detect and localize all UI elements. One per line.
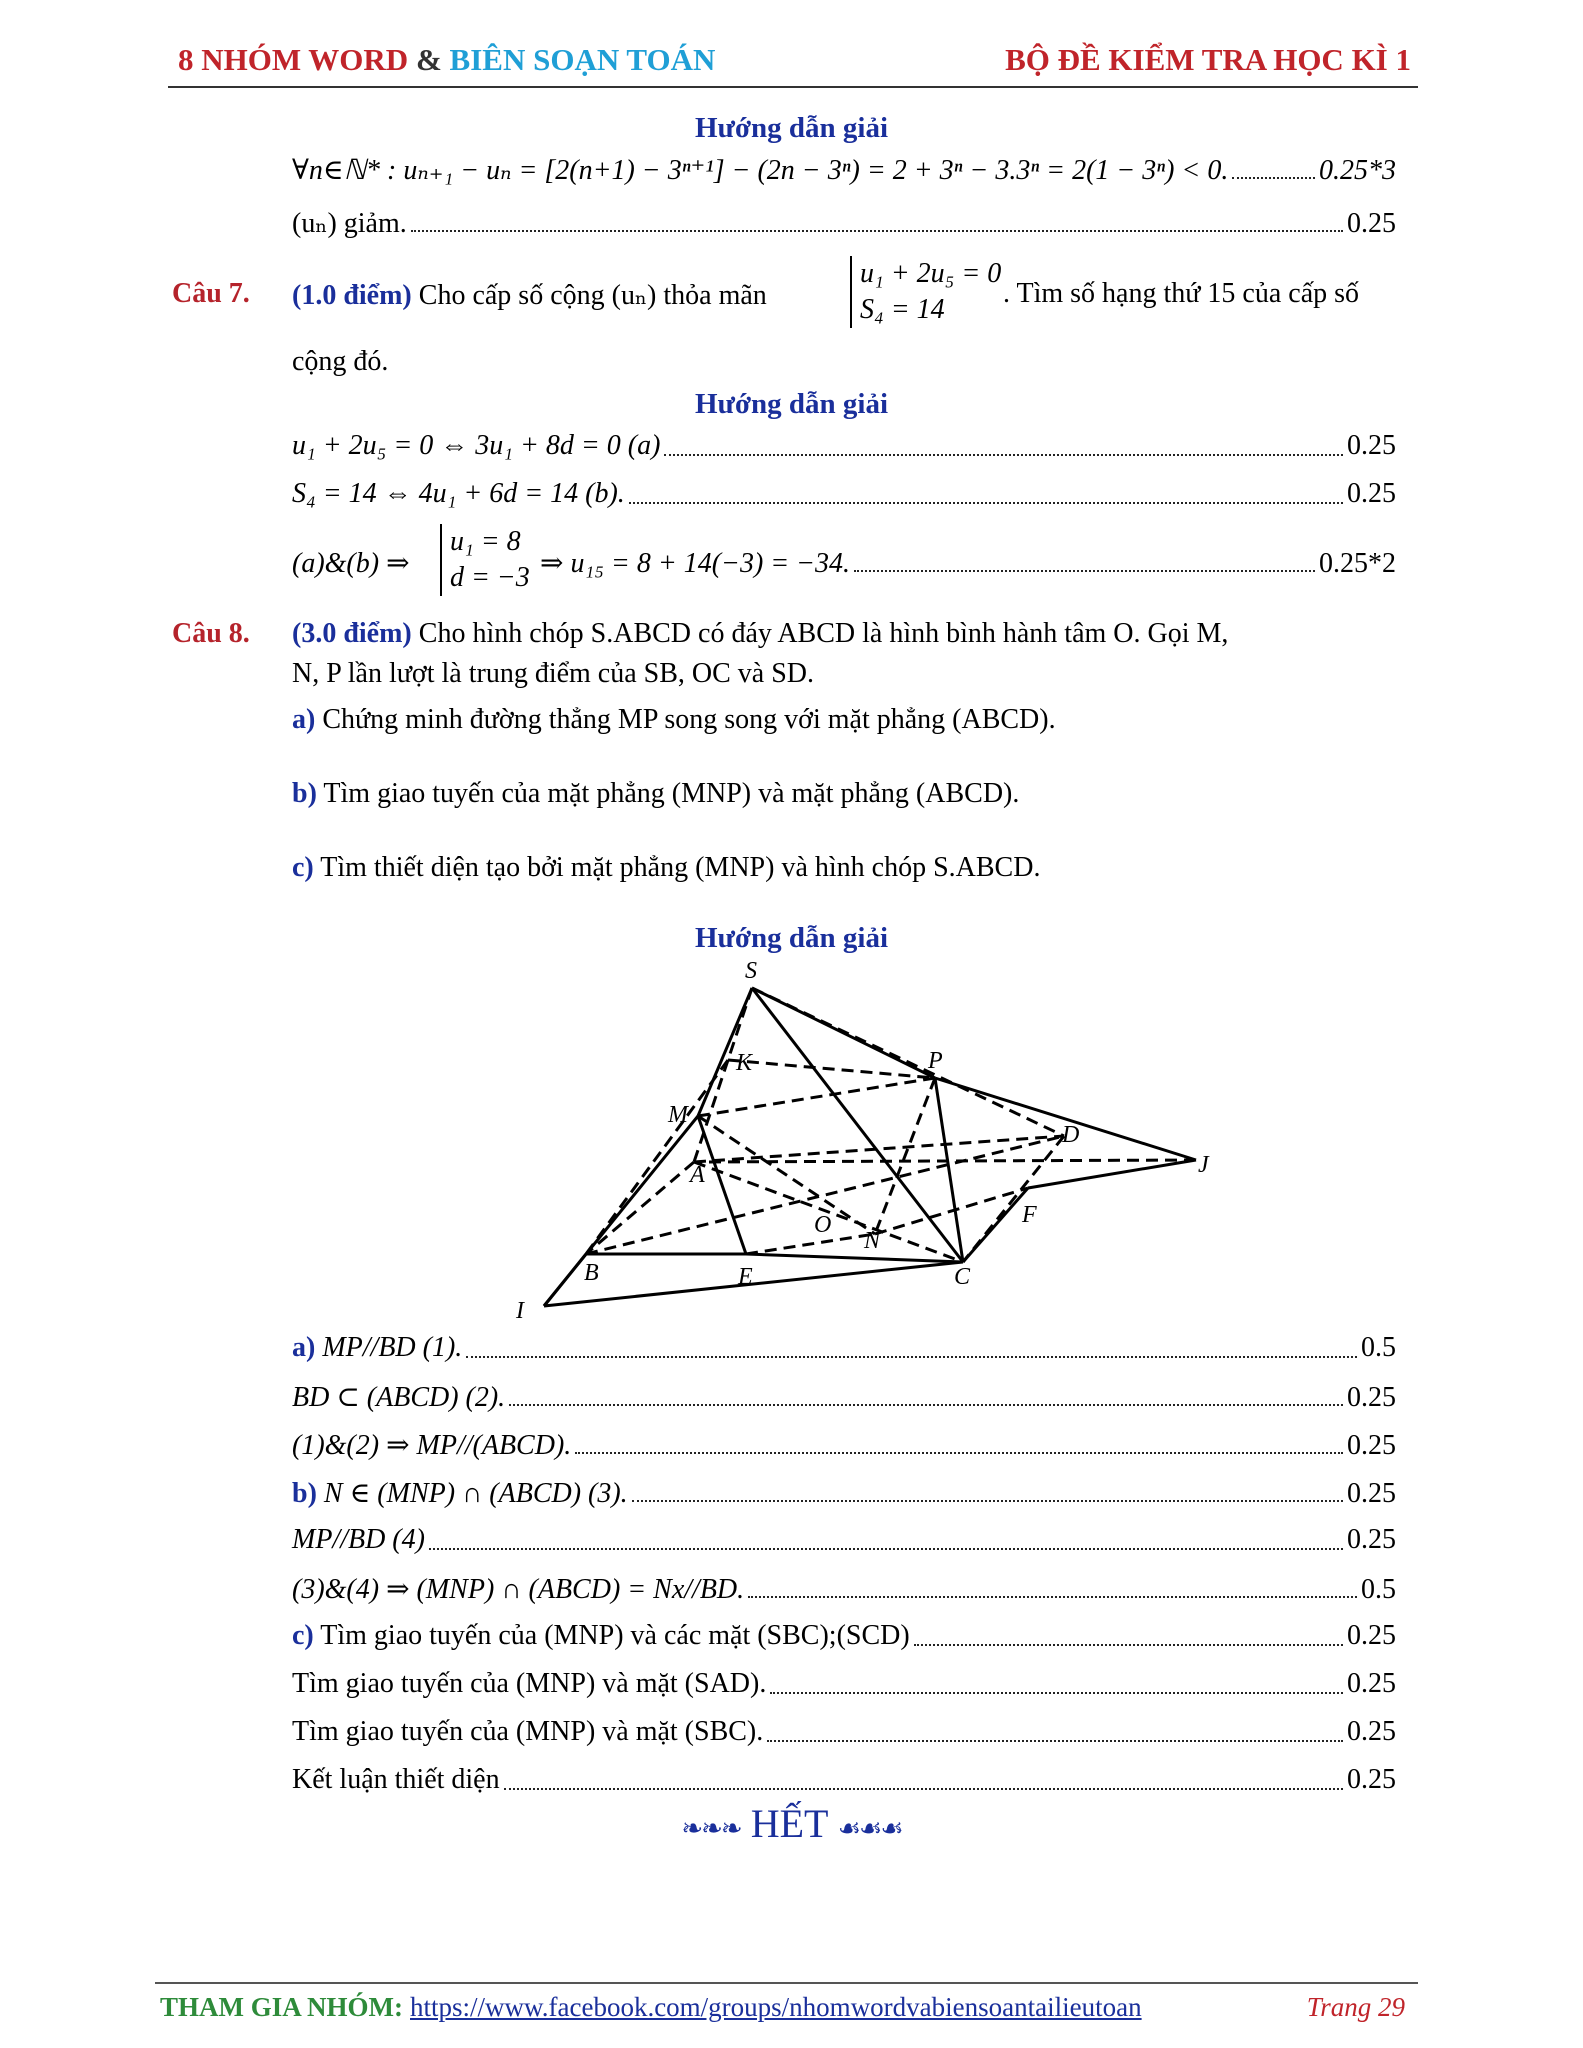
q7-solution-line-2: S₄ = 14 ⇔ 4u₁ + 6d = 14 (b). 0.25 xyxy=(292,478,1396,509)
label-c: C xyxy=(954,1264,971,1290)
q8-intro-1: (3.0 điểm) Cho hình chóp S.ABCD có đáy ABCD là hình bình hành tâm O. Gọi M, xyxy=(292,618,1229,649)
footer-divider xyxy=(155,1982,1418,1984)
q8-sol-line-10: Kết luận thiết diện 0.25 xyxy=(292,1764,1396,1795)
q8-sol-line-3: (1)&(2) ⇒ MP//(ABCD). 0.25 xyxy=(292,1430,1396,1461)
header-amp: & xyxy=(415,42,442,77)
label-i: I xyxy=(516,1298,524,1324)
label-j: J xyxy=(1198,1152,1209,1178)
q7-solution-heading: Hướng dẫn giải xyxy=(694,388,889,420)
q7-final-line: ⇒ u₁₅ = 8 + 14(−3) = −34. 0.25*2 xyxy=(540,548,1396,579)
label-n: N xyxy=(864,1228,881,1254)
label-m: M xyxy=(668,1102,688,1128)
q6-solution-line-2: (uₙ) giảm. 0.25 xyxy=(292,208,1396,239)
q7-system-eq-1: u₁ + 2u₅ = 0 xyxy=(860,258,1002,289)
label-b: B xyxy=(584,1260,599,1286)
q8-part-a: a) Chứng minh đường thẳng MP song song với mặt phẳng (ABCD). xyxy=(292,704,1056,735)
q7-system-eq-2: S₄ = 14 xyxy=(860,294,945,325)
q7-text-a: Cho cấp số cộng (uₙ) thỏa mãn xyxy=(418,280,767,311)
q8-part-b: b) Tìm giao tuyến của mặt phẳng (MNP) và mặt phẳng (ABCD). xyxy=(292,778,1020,809)
q8-sol-line-4: b) N ∈ (MNP) ∩ (ABCD) (3). 0.25 xyxy=(292,1478,1396,1509)
q7-final-eq-2: d = −3 xyxy=(450,562,530,593)
q8-part-c: c) Tìm thiết diện tạo bởi mặt phẳng (MNP) và hình chóp S.ABCD. xyxy=(292,852,1041,883)
label-k: K xyxy=(736,1050,753,1076)
header-group-name: NHÓM WORD xyxy=(201,42,409,77)
q7-points: (1.0 điểm) xyxy=(292,280,412,311)
ornament-left-icon: ❧❧❧ xyxy=(681,1814,741,1843)
q8-sol-line-5: MP//BD (4) 0.25 xyxy=(292,1524,1396,1555)
q8-sol-line-7: c) Tìm giao tuyến của (MNP) và các mặt (SBC);(SCD) 0.25 xyxy=(292,1620,1396,1651)
label-o: O xyxy=(814,1212,832,1238)
q8-intro-2: N, P lần lượt là trung điểm của SB, OC và SD. xyxy=(292,658,815,689)
label-a: A xyxy=(690,1162,705,1188)
label-p: P xyxy=(928,1048,943,1074)
q7-solution-line-1: u₁ + 2u₅ = 0 ⇔ 3u₁ + 8d = 0 (a) 0.25 xyxy=(292,430,1396,461)
q8-sol-line-8: Tìm giao tuyến của (MNP) và mặt (SAD). 0.25 xyxy=(292,1668,1396,1699)
q7-label: Câu 7. xyxy=(172,278,250,309)
label-s: S xyxy=(745,958,757,984)
header-title: BỘ ĐỀ KIỂM TRA HỌC KÌ 1 xyxy=(1005,42,1411,77)
q6-solution-line-1: ∀n∈ℕ* : uₙ₊₁ − uₙ = [2(n+1) − 3ⁿ⁺¹] − (2n − 3ⁿ) = 2 + 3ⁿ − 3.3ⁿ = 2(1 − 3ⁿ) < 0. 0.25*3 xyxy=(292,155,1396,186)
end-mark xyxy=(0,1800,1583,1847)
ornament-right-icon: ☙☙☙ xyxy=(837,1814,902,1843)
page-number: Trang 29 xyxy=(1306,1992,1405,2022)
q7-final-eq-1: u₁ = 8 xyxy=(450,526,521,557)
q6-solution-heading: Hướng dẫn giải xyxy=(694,112,889,144)
q8-sol-line-2: BD ⊂ (ABCD) (2). 0.25 xyxy=(292,1382,1396,1413)
footer-group-link[interactable]: https://www.facebook.com/groups/nhomwordvabiensoantailieutoan xyxy=(410,1992,1142,2022)
logo-icon: 8 xyxy=(178,42,194,77)
header-group-name-2: BIÊN SOẠN TOÁN xyxy=(449,42,716,77)
end-text: HẾT xyxy=(750,1801,828,1846)
q8-points: (3.0 điểm) xyxy=(292,618,412,649)
q7-text-b: . Tìm số hạng thứ 15 của cấp số xyxy=(1003,278,1360,309)
q8-label: Câu 8. xyxy=(172,618,250,649)
label-f: F xyxy=(1022,1202,1037,1228)
label-d: D xyxy=(1062,1122,1080,1148)
q8-solution-heading: Hướng dẫn giải xyxy=(694,922,889,954)
label-e: E xyxy=(738,1264,753,1290)
q8-sol-line-9: Tìm giao tuyến của (MNP) và mặt (SBC). 0.25 xyxy=(292,1716,1396,1747)
footer-label: THAM GIA NHÓM: xyxy=(160,1992,403,2022)
q7-final-pre: (a)&(b) ⇒ xyxy=(292,548,410,579)
q8-sol-line-6: (3)&(4) ⇒ (MNP) ∩ (ABCD) = Nx//BD. 0.5 xyxy=(292,1574,1396,1605)
q8-sol-line-1: a) MP//BD (1). 0.5 xyxy=(292,1332,1396,1363)
q7-text-c: cộng đó. xyxy=(292,346,389,377)
